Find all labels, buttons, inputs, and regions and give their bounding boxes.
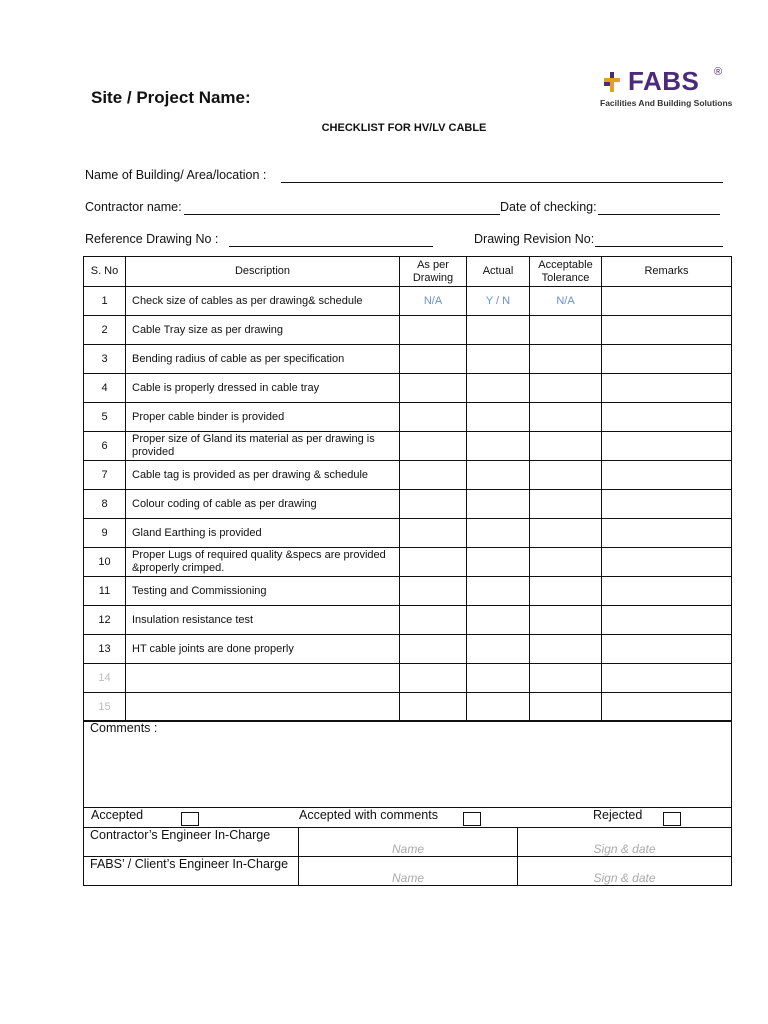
- row-actual[interactable]: [467, 461, 530, 490]
- row-actual[interactable]: [467, 345, 530, 374]
- row-actual[interactable]: [467, 635, 530, 664]
- table-row: [84, 316, 732, 345]
- row-actual[interactable]: [467, 432, 530, 461]
- comments-label: Comments :: [90, 721, 158, 735]
- row-tolerance[interactable]: [530, 693, 602, 722]
- row-tolerance[interactable]: [530, 403, 602, 432]
- comments-area[interactable]: [84, 721, 732, 808]
- ref-drawing-input-line[interactable]: [229, 246, 433, 247]
- row-actual[interactable]: [467, 403, 530, 432]
- row-as-per-drawing[interactable]: N/A: [400, 287, 467, 316]
- rejected-checkbox[interactable]: [663, 812, 681, 826]
- table-row: [84, 461, 732, 490]
- row-tolerance[interactable]: [530, 490, 602, 519]
- row-tolerance[interactable]: [530, 461, 602, 490]
- row-actual[interactable]: [467, 693, 530, 722]
- row-as-per-drawing[interactable]: [400, 548, 467, 577]
- row-actual[interactable]: [467, 664, 530, 693]
- row-remarks[interactable]: [602, 374, 732, 403]
- client-signoff-row: [84, 857, 732, 886]
- row-sno: 9: [84, 519, 126, 548]
- row-tolerance[interactable]: [530, 374, 602, 403]
- row-description: Proper size of Gland its material as per drawing is provided: [126, 432, 400, 461]
- row-description: Gland Earthing is provided: [126, 519, 400, 548]
- row-remarks[interactable]: [602, 345, 732, 374]
- table-row: [84, 432, 732, 461]
- table-header-row: [84, 257, 732, 287]
- checklist-table: [83, 256, 732, 722]
- row-as-per-drawing[interactable]: [400, 635, 467, 664]
- row-as-per-drawing[interactable]: [400, 693, 467, 722]
- row-tolerance[interactable]: [530, 664, 602, 693]
- row-sno: 5: [84, 403, 126, 432]
- row-description: Proper cable binder is provided: [126, 403, 400, 432]
- row-description: Cable Tray size as per drawing: [126, 316, 400, 345]
- table-row: [84, 345, 732, 374]
- client-engineer-label: FABS’ / Client’s Engineer In-Charge: [84, 857, 299, 886]
- header-as-per-drawing: As per Drawing: [400, 257, 467, 287]
- ref-drawing-label: Reference Drawing No :: [85, 232, 219, 246]
- accepted-label: Accepted: [91, 808, 144, 822]
- row-description[interactable]: [126, 693, 400, 722]
- table-row: [84, 664, 732, 693]
- row-sno: 11: [84, 577, 126, 606]
- row-remarks[interactable]: [602, 403, 732, 432]
- row-as-per-drawing[interactable]: [400, 664, 467, 693]
- row-sno: 6: [84, 432, 126, 461]
- row-sno: 3: [84, 345, 126, 374]
- client-sign-field[interactable]: [518, 857, 732, 886]
- row-tolerance[interactable]: [530, 577, 602, 606]
- row-remarks[interactable]: [602, 461, 732, 490]
- name-placeholder: Name: [391, 842, 424, 856]
- revision-input-line[interactable]: [595, 246, 723, 247]
- row-sno: 12: [84, 606, 126, 635]
- acceptance-cell: [84, 808, 732, 828]
- row-tolerance[interactable]: [530, 345, 602, 374]
- rejected-label: Rejected: [593, 808, 643, 822]
- table-row: [84, 606, 732, 635]
- table-row: [84, 548, 732, 577]
- header-sno: S. No: [84, 257, 126, 287]
- row-actual[interactable]: [467, 519, 530, 548]
- row-actual[interactable]: [467, 490, 530, 519]
- logo-tagline: Facilities And Building Solutions: [600, 98, 733, 108]
- comments-row: [84, 721, 732, 808]
- row-tolerance[interactable]: [530, 635, 602, 664]
- row-sno: 15: [84, 693, 126, 722]
- row-remarks[interactable]: [602, 316, 732, 345]
- row-remarks[interactable]: [602, 519, 732, 548]
- row-as-per-drawing[interactable]: [400, 519, 467, 548]
- table-row: [84, 635, 732, 664]
- row-description: Cable is properly dressed in cable tray: [126, 374, 400, 403]
- building-label: Name of Building/ Area/location :: [85, 168, 267, 182]
- row-as-per-drawing[interactable]: [400, 432, 467, 461]
- row-remarks[interactable]: [602, 693, 732, 722]
- header-tolerance: Acceptable Tolerance: [530, 257, 602, 287]
- fabs-logo-icon: [600, 70, 624, 94]
- client-name-field[interactable]: [299, 857, 518, 886]
- table-row: [84, 403, 732, 432]
- row-tolerance[interactable]: [530, 519, 602, 548]
- row-description: Testing and Commissioning: [126, 577, 400, 606]
- row-description[interactable]: [126, 664, 400, 693]
- row-as-per-drawing[interactable]: [400, 403, 467, 432]
- row-remarks[interactable]: [602, 287, 732, 316]
- row-as-per-drawing[interactable]: [400, 461, 467, 490]
- contractor-input-line[interactable]: [184, 214, 500, 215]
- building-input-line[interactable]: [281, 182, 723, 183]
- row-sno: 14: [84, 664, 126, 693]
- row-description: Bending radius of cable as per specification: [126, 345, 400, 374]
- row-remarks[interactable]: [602, 635, 732, 664]
- accepted-checkbox[interactable]: [181, 812, 199, 826]
- row-sno: 2: [84, 316, 126, 345]
- row-sno: 8: [84, 490, 126, 519]
- row-sno: 1: [84, 287, 126, 316]
- contractor-signoff-row: [84, 828, 732, 857]
- contractor-engineer-label: Contractor’s Engineer In-Charge: [84, 828, 299, 857]
- row-sno: 13: [84, 635, 126, 664]
- row-actual[interactable]: Y / N: [467, 287, 530, 316]
- row-remarks[interactable]: [602, 490, 732, 519]
- row-actual[interactable]: [467, 316, 530, 345]
- table-row: [84, 577, 732, 606]
- logo-registered-mark: ®: [714, 66, 723, 78]
- table-row: [84, 374, 732, 403]
- row-sno: 10: [84, 548, 126, 577]
- contractor-sign-field[interactable]: [518, 828, 732, 857]
- row-description: Proper Lugs of required quality &specs are provided &properly crimped.: [126, 548, 400, 577]
- contractor-name-field[interactable]: [299, 828, 518, 857]
- row-actual[interactable]: [467, 577, 530, 606]
- site-project-label: Site / Project Name:: [91, 88, 251, 107]
- row-tolerance[interactable]: [530, 606, 602, 635]
- row-description: Cable tag is provided as per drawing & schedule: [126, 461, 400, 490]
- row-as-per-drawing[interactable]: [400, 490, 467, 519]
- row-actual[interactable]: [467, 374, 530, 403]
- row-as-per-drawing[interactable]: [400, 374, 467, 403]
- row-description: Check size of cables as per drawing& schedule: [126, 287, 400, 316]
- table-row: [84, 519, 732, 548]
- row-remarks[interactable]: [602, 664, 732, 693]
- header-remarks: Remarks: [602, 257, 732, 287]
- row-sno: 4: [84, 374, 126, 403]
- sign-placeholder: Sign & date: [593, 842, 656, 856]
- contractor-label: Contractor name:: [85, 200, 182, 214]
- row-sno: 7: [84, 461, 126, 490]
- row-tolerance[interactable]: [530, 548, 602, 577]
- header-description: Description: [126, 257, 400, 287]
- table-row: [84, 490, 732, 519]
- sign-placeholder: Sign & date: [593, 871, 656, 885]
- row-as-per-drawing[interactable]: [400, 606, 467, 635]
- row-remarks[interactable]: [602, 432, 732, 461]
- table-row: [84, 287, 732, 316]
- acceptance-row: [84, 808, 732, 828]
- header-actual: Actual: [467, 257, 530, 287]
- checklist-title: CHECKLIST FOR HV/LV CABLE: [321, 122, 487, 134]
- row-as-per-drawing[interactable]: [400, 577, 467, 606]
- row-remarks[interactable]: [602, 548, 732, 577]
- row-actual[interactable]: [467, 548, 530, 577]
- row-as-per-drawing[interactable]: [400, 345, 467, 374]
- row-tolerance[interactable]: [530, 432, 602, 461]
- fabs-logo: [600, 66, 733, 112]
- row-actual[interactable]: [467, 606, 530, 635]
- row-description: HT cable joints are done properly: [126, 635, 400, 664]
- logo-name: FABS: [628, 66, 700, 96]
- accepted-with-comments-checkbox[interactable]: [463, 812, 481, 826]
- row-as-per-drawing[interactable]: [400, 316, 467, 345]
- name-placeholder: Name: [391, 871, 424, 885]
- signoff-table: [83, 720, 732, 886]
- row-remarks[interactable]: [602, 577, 732, 606]
- table-row: [84, 693, 732, 722]
- accepted-with-comments-label: Accepted with comments: [299, 808, 438, 822]
- row-description: Insulation resistance test: [126, 606, 400, 635]
- date-label: Date of checking:: [500, 200, 597, 214]
- row-tolerance[interactable]: [530, 316, 602, 345]
- row-description: Colour coding of cable as per drawing: [126, 490, 400, 519]
- row-tolerance[interactable]: N/A: [530, 287, 602, 316]
- row-remarks[interactable]: [602, 606, 732, 635]
- date-input-line[interactable]: [598, 214, 720, 215]
- revision-label: Drawing Revision No:: [474, 232, 595, 246]
